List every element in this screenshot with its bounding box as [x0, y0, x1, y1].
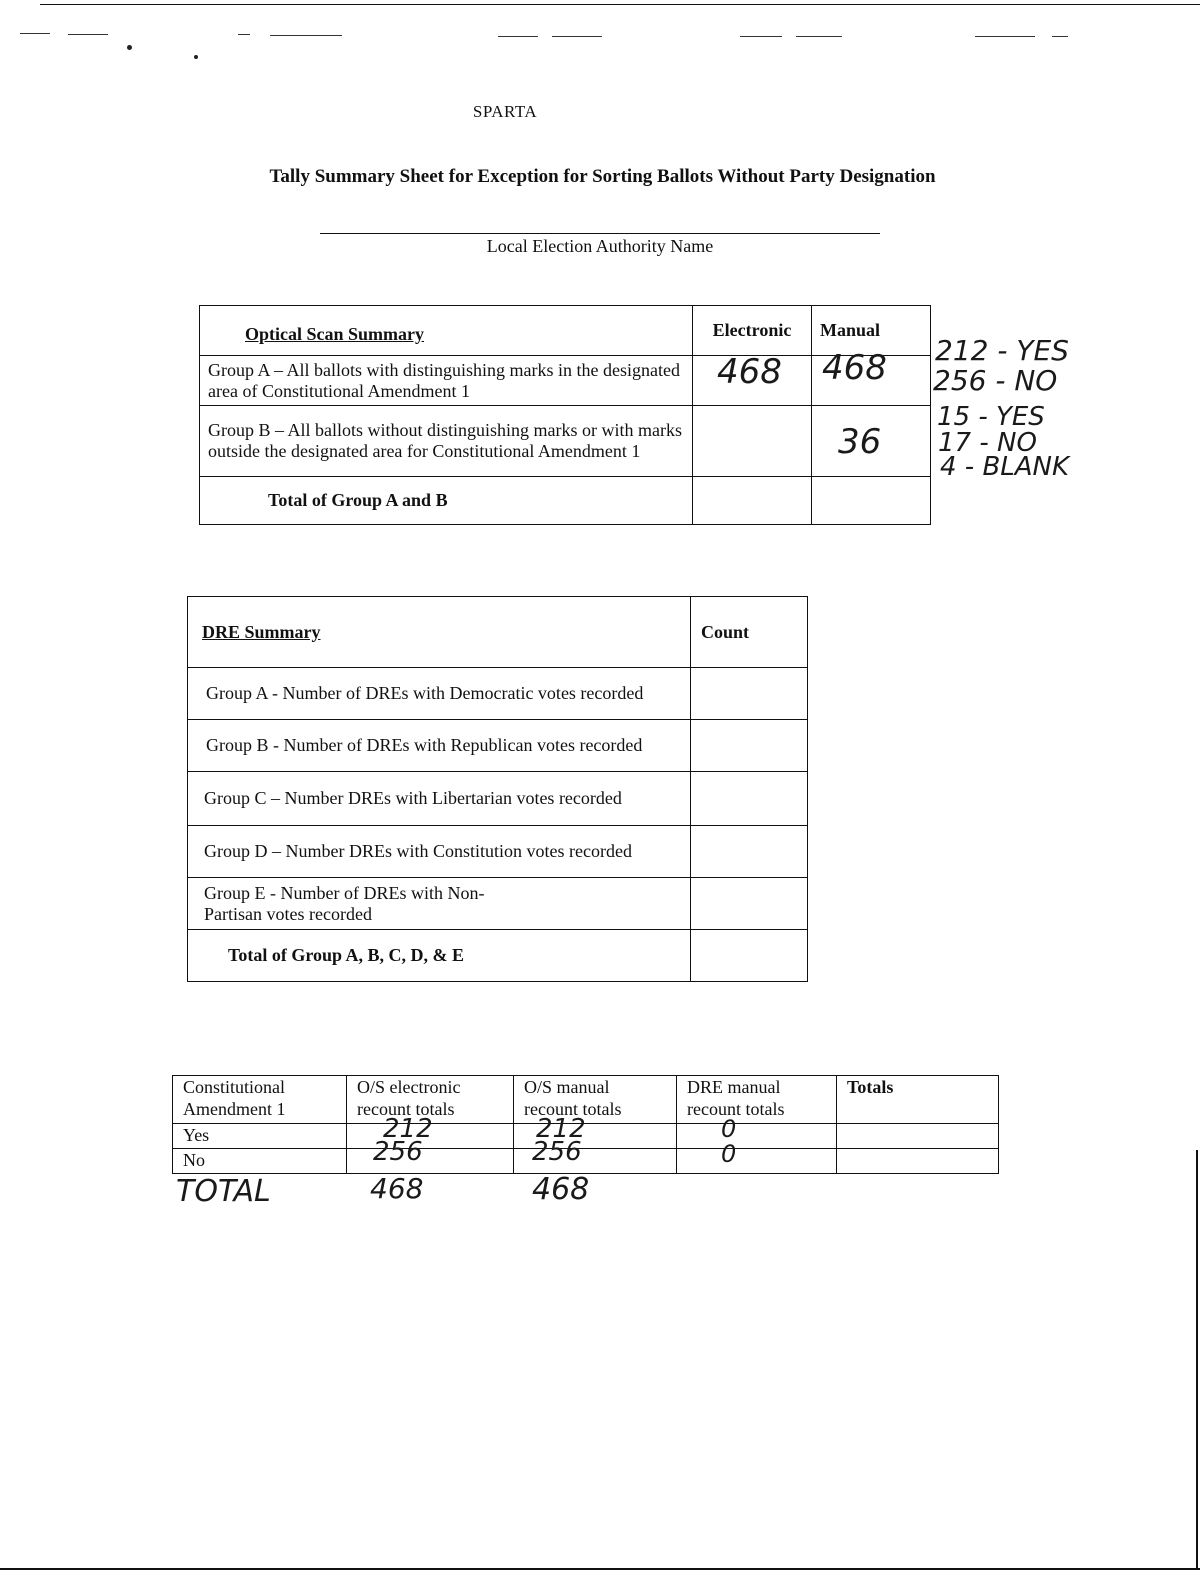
scan-dash	[20, 33, 50, 34]
authority-name-label: Local Election Authority Name	[486, 236, 714, 256]
amd-header-os-electronic: O/S electronic recount totals	[347, 1076, 514, 1124]
group-a-manual-value: 468	[822, 348, 887, 388]
document-title: SPARTA	[472, 102, 538, 121]
col-count: Count	[691, 597, 808, 668]
margin-note-5: 4 - BLANK	[940, 452, 1070, 482]
amd-header-totals: Totals	[837, 1076, 999, 1124]
scan-dash	[740, 36, 782, 37]
amd-no-dre-manual: 0	[677, 1149, 837, 1174]
scan-dash	[796, 36, 842, 37]
dre-group-e: Group E - Number of DREs with Non-Partisan votes recorded	[188, 878, 691, 930]
dre-group-b: Group B - Number of DREs with Republican votes recorded	[188, 720, 691, 772]
group-b-manual-cell	[812, 406, 931, 477]
col-electronic: Electronic	[693, 306, 812, 356]
scan-dot	[127, 45, 132, 50]
scan-right-edge	[1196, 1150, 1198, 1570]
amd-no-os-electronic: 256	[347, 1149, 514, 1174]
amd-no-totals	[837, 1149, 999, 1174]
document-subtitle: Tally Summary Sheet for Exception for Sorting Ballots Without Party Designation	[269, 166, 936, 187]
dre-total-label: Total of Group A, B, C, D, & E	[188, 930, 691, 982]
group-a-manual-cell	[812, 348, 931, 406]
authority-name-line	[320, 233, 880, 234]
optical-scan-total-label: Total of Group A and B	[200, 477, 693, 525]
amd-yes-label: Yes	[173, 1124, 347, 1149]
scan-dash	[68, 34, 108, 35]
amendment-recount-table	[172, 1075, 999, 1174]
dre-summary-table	[187, 596, 808, 982]
margin-note-4: 17 - NO	[938, 428, 1037, 458]
scan-dash	[975, 36, 1035, 37]
scan-dash	[270, 35, 342, 36]
amd-header-os-manual: O/S manual recount totals	[514, 1076, 677, 1124]
scan-dash	[238, 34, 250, 35]
margin-note-3: 15 - YES	[937, 402, 1045, 432]
dre-group-b-count	[691, 720, 808, 772]
dre-group-d-count	[691, 826, 808, 878]
scan-top-edge	[40, 4, 1200, 5]
dre-group-a: Group A - Number of DREs with Democratic votes recorded	[188, 668, 691, 720]
group-b-manual-value: 36	[838, 422, 882, 462]
total-manual-cell	[812, 477, 931, 525]
scan-dash	[1052, 36, 1068, 37]
dre-group-c-count	[691, 772, 808, 826]
scan-dash	[498, 36, 538, 37]
dre-total-count	[691, 930, 808, 982]
scan-bottom-edge	[0, 1568, 1200, 1570]
amd-header-amendment: Constitutional Amendment 1	[173, 1076, 347, 1124]
dre-group-a-count	[691, 668, 808, 720]
total-electronic-cell	[693, 477, 812, 525]
group-b-electronic-cell	[693, 406, 812, 477]
dre-group-e-count	[691, 878, 808, 930]
dre-group-d: Group D – Number DREs with Constitution votes recorded	[188, 826, 691, 878]
margin-note-1: 212 - YES	[935, 334, 1069, 367]
amd-total-os-electronic: 468	[370, 1172, 424, 1205]
amd-yes-dre-manual: 0	[677, 1124, 837, 1149]
amd-yes-os-manual: 212	[514, 1124, 677, 1149]
col-manual: Manual	[812, 306, 931, 356]
amd-no-os-manual: 256	[514, 1149, 677, 1174]
optical-scan-heading: Optical Scan Summary	[200, 306, 693, 356]
optical-scan-table	[199, 305, 931, 525]
group-a-electronic-value: 468	[717, 352, 782, 392]
group-a-electronic-cell	[693, 352, 812, 406]
margin-note-2: 256 - NO	[933, 364, 1058, 397]
amd-yes-totals	[837, 1124, 999, 1149]
amd-no-label: No	[173, 1149, 347, 1174]
scan-dash	[552, 36, 602, 37]
dre-heading: DRE Summary	[188, 597, 691, 668]
dre-group-c: Group C – Number DREs with Libertarian votes recorded	[188, 772, 691, 826]
amd-header-dre-manual: DRE manual recount totals	[677, 1076, 837, 1124]
amd-total-os-manual: 468	[532, 1172, 590, 1207]
amd-yes-os-electronic: 212	[347, 1124, 514, 1149]
group-b-label: Group B – All ballots without distinguishing marks or with marks outside the designated area for Constitutional Amendment 1	[200, 406, 693, 477]
amd-total-label: TOTAL	[176, 1174, 271, 1209]
group-a-label: Group A – All ballots with distinguishing marks in the designated area of Constitutional Amendment 1	[200, 356, 693, 406]
scan-dot	[194, 55, 198, 59]
